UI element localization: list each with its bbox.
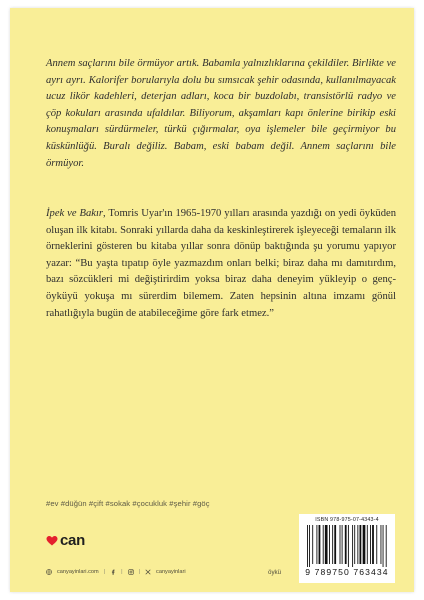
barcode-bar (332, 525, 333, 564)
book-back-cover (10, 8, 414, 592)
social-links (46, 569, 186, 575)
barcode-bar (352, 525, 353, 567)
barcode-bar (357, 525, 358, 564)
barcode-bar (370, 525, 371, 564)
barcode-bar (345, 525, 347, 564)
barcode-bar (363, 525, 366, 564)
barcode-bar (342, 525, 343, 564)
x-icon (145, 569, 151, 575)
barcode (299, 514, 395, 583)
barcode-bar (348, 525, 349, 567)
instagram-icon (128, 569, 134, 575)
barcode-bar (329, 525, 330, 564)
separator: | (138, 569, 141, 575)
logo-text: can (60, 532, 85, 549)
blurb-text: , Tomris Uyar'ın 1965-1970 yılları arasında yazdığı on yedi öyküden oluşan ilk kitabı. Sonraki yıllarda daha da keskinleştirerek işleyeceği temaların ilk örneklerini gösteren bu kitaba yıllar sonra dönüp baktığında şu yorumu yapıyor yazar: “Bu yaşta tıpatıp öyle yazmazdım onları belki; biraz daha mı damıtırdım, bazı sözcükleri mi değiştirirdim yoksa biraz daha deneyim yükleyip o genç-öyküyü yokuşa mı sürerdim bilemem. Zaten hepsinin altına imzamı gönül rahatlığıyla bugün de atabileceğime göre fark etmez.” (46, 208, 396, 319)
book-title: İpek ve Bakır (46, 208, 104, 219)
barcode-bar (376, 525, 377, 564)
barcode-bar (381, 525, 382, 564)
barcode-bar (372, 525, 374, 564)
facebook-icon (110, 569, 116, 575)
barcode-bar (316, 525, 317, 564)
barcode-bar (307, 525, 308, 567)
isbn-digits: 9 789750 763434 (305, 567, 389, 577)
barcode-bar (354, 525, 355, 564)
barcode-bar (340, 525, 341, 564)
separator: | (103, 569, 106, 575)
publisher-logo (46, 532, 85, 549)
social-handle: canyayinlari (156, 569, 186, 575)
hashtags: #ev #düğün #çift #sokak #çocukluk #şehir #göç (46, 499, 210, 508)
barcode-bars (306, 525, 388, 567)
barcode-bar (319, 525, 321, 564)
barcode-bar (325, 525, 328, 564)
barcode-bar (367, 525, 368, 564)
barcode-bar (360, 525, 362, 564)
barcode-bar (383, 525, 384, 567)
barcode-bar (386, 525, 387, 567)
barcode-bar (323, 525, 324, 564)
barcode-bar (334, 525, 336, 564)
barcode-bar (312, 525, 313, 564)
excerpt-text: Annem saçlarını bile örmüyor artık. Babamla yalnızlıklarına çekildiler. Birlikte ve ayrı ayrı. Kalorifer borularıyla dolu bu sımsıcak şehir odasında, kullanılmayacak ucuz likör kadehleri, deterjan adları, koca bir buzdolabı, transistörlü radyo ve çöp kokuları arasında ufaldılar. Biliyorum, akşamları kapı önlerine birikip eski konuşmaları sürdürmeler, türkü çığırmalar, oya işlemeler bile geçirmiyor bu küskünlüğü. Buralı değiliz. Babam, eski babam değil. Annem saçlarını bile örmüyor. (46, 58, 396, 169)
isbn-label: ISBN 978-975-07-4343-4 (315, 517, 379, 523)
website-label: canyayinlari.com (57, 569, 99, 575)
blurb-paragraph (46, 206, 396, 322)
category-label: öykü (268, 569, 282, 576)
separator: | (121, 569, 123, 575)
globe-icon (46, 569, 52, 575)
heart-icon (46, 535, 58, 547)
barcode-bar (309, 525, 310, 567)
